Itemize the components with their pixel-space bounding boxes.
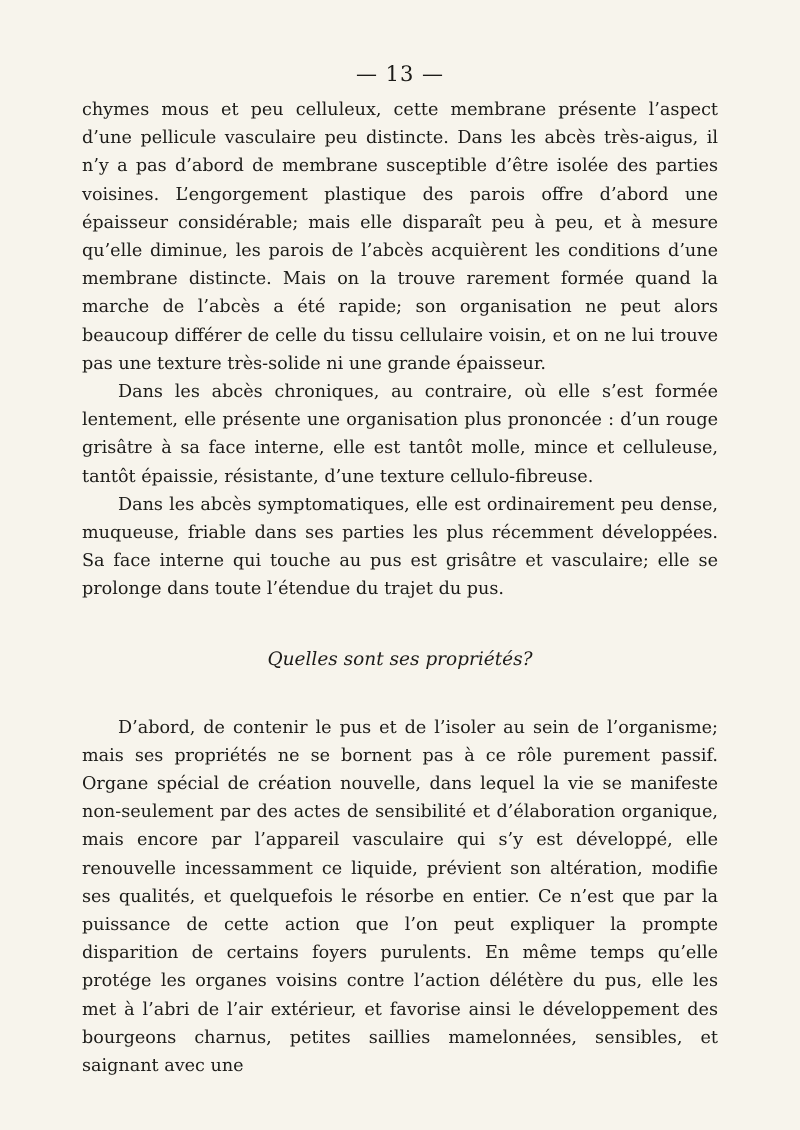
section-heading: Quelles sont ses propriétés? (267, 648, 533, 670)
paragraph-continuation: chymes mous et peu celluleux, cette membrane présente l’aspect d’une pellicule vasculaire peu distincte. Dans les abcès très-aigus, il n’y a pas d’abord de membrane susceptible d’être isolée des parties voisines. L’engorgement plastique des parois offre d’abord une épaisseur considérable; mais elle disparaît peu à peu, et à mesure qu’elle diminue, les parois de l’abcès acquièrent les conditions d’une membrane distincte. Mais on la trouve rarement formée quand la marche de l’abcès a été rapide; son organisation ne peut alors beaucoup différer de celle du tissu cellulaire voisin, et on ne lui trouve pas une texture très-solide ni une grande épaisseur. (82, 100, 718, 374)
paragraph-properties: D’abord, de contenir le pus et de l’isoler au sein de l’organisme; mais ses propriétés ne se bornent pas à ce rôle purement passif. Organe spécial de création nouvelle, dans lequel la vie se manifeste non-seulement par des actes de sensibilité et d’élaboration organique, mais encore par l’appareil vasculaire qui s’y est développé, elle renouvelle incessamment ce liquide, prévient son altération, modifie ses qualités, et quelquefois le résorbe en entier. Ce n’est que par la puissance de cette action que l’on peut expliquer la prompte disparition de certains foyers purulents. En même temps qu’elle protége les organes voisins contre l’action délétère du pus, elle les met à l’abri de l’air extérieur, et favorise ainsi le développement des bourgeons charnus, petites saillies mamelonnées, sensibles, et saignant avec une (82, 717, 718, 1077)
page-number: — 13 — (355, 62, 445, 86)
main-text (82, 96, 718, 1080)
paragraph-chronic-abscesses: Dans les abcès chroniques, au contraire, où elle s’est formée lentement, elle présente une organisation plus prononcée : d’un rouge grisâtre à sa face interne, elle est tantôt molle, mince et celluleuse, tantôt épaissie, résistante, d’une texture cellulo-fibreuse. (82, 382, 718, 487)
paragraph-symptomatic-abscesses: Dans les abcès symptomatiques, elle est ordinairement peu dense, muqueuse, friable dans ses parties les plus récemment développées. Sa face interne qui touche au pus est grisâtre et vasculaire; elle se prolonge dans toute l’étendue du trajet du pus. (82, 494, 718, 600)
